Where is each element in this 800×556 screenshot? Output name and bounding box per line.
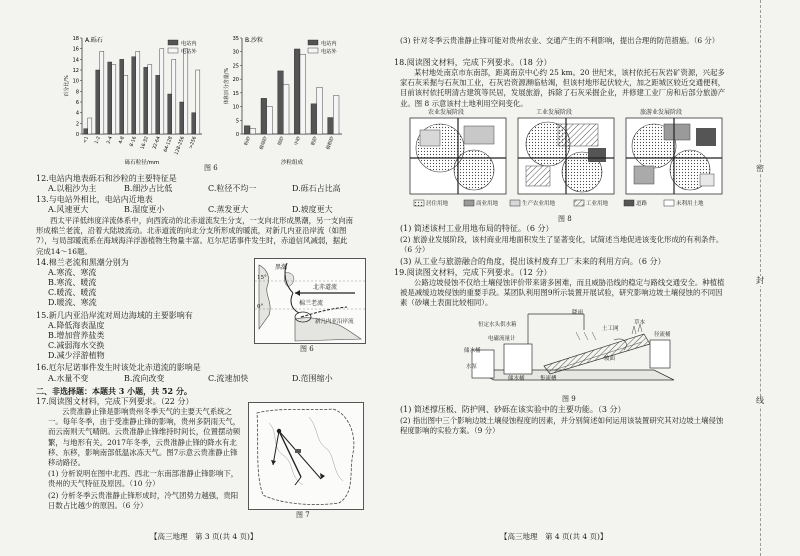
q17-part-2: (2) 分析冬季云贵准静止锋形成时，冷气团势力越强，贵阳日数占比越少的原因。（6 分）	[48, 491, 239, 511]
chart1-legend-label: 电站内	[321, 41, 337, 47]
fig8-panel-3-label: 旅游业发展阶段	[640, 109, 683, 116]
chart1-title: B.沙粒	[245, 37, 264, 44]
chart0-ytick-label: 2	[75, 121, 79, 128]
chart1-bar-电站内-粗砂	[311, 104, 317, 134]
q13-option-b[interactable]: B.湿度更小	[124, 205, 165, 214]
chart0-category-label: 1-2	[94, 135, 102, 145]
q19-heading: 19.阅读图文材料，完成下列要求。（12 分）	[394, 268, 552, 277]
chart0-legend-label: 电站外	[181, 49, 197, 55]
chart1-ytick-label: 10	[232, 104, 239, 111]
right-footer: 【高三地理 第 4 页(共 4 页)】	[500, 532, 608, 541]
chart0-bar-电站外-<1	[88, 118, 92, 134]
chart1-bar-电站内-极细砂	[261, 98, 267, 134]
fig9-label-pump: 水泵	[466, 364, 478, 370]
passage-14-16: 西太平洋低纬度洋流体系中，向西流动的北赤道流发生分支，一支向北形成黑潮，另一支向南形成棉兰老流，沿着大陆坡流动。北赤道流的向北分支所形成的暖流，对新几内亚沿岸流（如图7），与局部暖流系在海域海洋浮游植物生物量丰富。厄尔尼诺事件发生时，赤道信风减弱，据此完成14～16题。	[36, 216, 354, 256]
chart1-bar-电站外-极细砂	[267, 107, 273, 134]
chart0-ytick-label: 6	[75, 100, 79, 106]
q12-option-c[interactable]: C.粒径不均一	[208, 184, 257, 193]
chart1-category-label: 粗砂	[311, 135, 319, 147]
chart0-bar-电站外-32-64	[160, 49, 164, 134]
q17-text: 云贵准静止锋是影响贵州冬季天气的主要天气系统之一。每年冬季，由于受准静止锋的影响，贵州多阴雨天气，而云南则天气晴朗。云贵准静止锋维持时间长，位置摆动频繁，与地形有关。2017年冬季，云贵准静止锋的降水有北移、东移，影响南部低温冰冻天气。图7示意云贵准静止锋移动路径。	[48, 407, 241, 468]
q18-part-1: (1) 简述该村工业用地布局的特征。（6 分）	[400, 224, 554, 233]
chart0-category-label: 2-4	[106, 135, 114, 145]
chart1-bar-电站外-极粗砂	[333, 96, 339, 134]
q12-option-a[interactable]: A.以粗沙为主	[48, 184, 97, 193]
q18-heading: 18.阅读图文材料，完成下列要求。（18 分）	[394, 58, 552, 67]
chart0-ylabel: 百分比/%	[64, 75, 70, 97]
q17-part-3: (3) 针对冬季云贵准静止锋可能对贵州农业、交通产生的不利影响，提出合理的防范措施。（6 分）	[400, 36, 720, 45]
chart0-category-label: 4-8	[118, 135, 126, 145]
chart0-category-label: 8-16	[129, 135, 138, 148]
map-label-neq: 北赤道流	[313, 284, 338, 291]
land-use-figure	[408, 108, 726, 212]
fig8-panel-2-label: 工业发展阶段	[536, 109, 573, 116]
chart0-ytick-label: 0	[75, 132, 79, 138]
chart0-bar-电站外-8-16	[136, 51, 140, 134]
q15-stem: 15.新几内亚沿岸流对周边海域的主要影响有	[36, 311, 193, 320]
map-label-ngcc: 新几内亚沿岸流	[315, 319, 354, 325]
fig8-panel-1-label: 农业发展阶段	[428, 109, 465, 116]
map-label-mindanao: 棉兰老流	[299, 300, 324, 307]
map-lat-0: 0°	[257, 304, 264, 310]
q14-option-c[interactable]: C.暖流、暖流	[48, 288, 97, 297]
front-movement-map	[248, 402, 364, 510]
chart0-category-label: 16-32	[140, 135, 150, 151]
chart0-bar-电站内-16-32	[144, 67, 148, 134]
chart0-legend-swatch	[168, 40, 178, 45]
chart1-bar-电站外-粗砂	[317, 87, 323, 134]
q12-option-d[interactable]: D.砾石占比高	[292, 184, 341, 193]
q16-option-d[interactable]: D.范围缩小	[292, 374, 333, 383]
chart0-ytick-label: 14	[72, 57, 79, 64]
q12-stem: 12.电站内地表砾石和沙粒的主要特征是	[36, 174, 177, 183]
map-label-kuroshio: 黑潮	[275, 264, 288, 271]
chart1-bar-电站内-细砂	[278, 71, 284, 134]
chart0-bar-电站内-4-8	[120, 59, 124, 134]
chart0-bar-电站外-4-8	[124, 75, 128, 134]
chart0-legend-label: 电站内	[181, 41, 197, 47]
q15-option-d[interactable]: D.减少浮游植物	[48, 351, 105, 360]
seal-mark-2: 封	[756, 276, 764, 285]
q15-option-c[interactable]: C.减弱海水交换	[48, 341, 105, 350]
chart0-ytick-label: 18	[72, 36, 79, 42]
chart1-bar-电站外-细砂	[283, 85, 289, 134]
chart1-ytick-label: 20	[232, 77, 239, 84]
fig8-legend-commercial: 商业用地	[476, 201, 499, 207]
fig6-caption: 图 6	[204, 164, 218, 172]
fig9-label-rain: 降雨	[572, 310, 584, 316]
chart1-xlabel: 沙粒组成	[280, 160, 304, 166]
chart0-ytick-label: 16	[72, 46, 79, 53]
fig8-legend-unused: 未利用土地	[676, 201, 704, 207]
q13-option-d[interactable]: D.坡度更大	[292, 205, 333, 214]
chart1-bar-电站内-中砂	[294, 49, 300, 134]
fig9-label-ctrl2: 电磁流量计	[488, 336, 516, 342]
chart1-category-label: 粉砂	[244, 135, 253, 147]
fig9-label-runoff: 径流桶	[654, 332, 671, 338]
q14-option-a[interactable]: A.寒流、寒流	[48, 268, 97, 277]
q17-heading: 17.阅读图文材料，完成下列要求。（22 分）	[36, 397, 194, 406]
chart0-legend-swatch	[168, 48, 178, 53]
chart0-ytick-label: 10	[72, 78, 79, 85]
chart0-ytick-label: 4	[75, 110, 79, 117]
chart0-bar-电站外-128-256	[184, 49, 188, 134]
fig8-caption: 图 8	[558, 215, 572, 223]
fig7-caption: 图 6	[300, 345, 314, 353]
erosion-apparatus-figure	[464, 310, 684, 392]
fig9-label-tank: 储水桶	[464, 348, 481, 354]
left-footer: 【高三地理 第 3 页(共 4 页)】	[150, 532, 258, 541]
chart0-ytick-label: 12	[72, 68, 79, 74]
chart0-bar-电站内-32-64	[156, 75, 160, 134]
q15-option-a[interactable]: A.降低海表温度	[48, 321, 105, 330]
q19-part-1: (1) 简述撑压板、防护网、砂砾在该实验中的主要功能。（3 分）	[400, 405, 626, 414]
fig9-label-grass: 草本	[634, 320, 646, 326]
chart0-ytick-label: 8	[75, 89, 79, 96]
q19-part-2: (2) 指出图中三个影响边坡土壤侵蚀程度的因素，并分别简述如何运用该装置研究其对边坡土壤侵蚀程度影响的实验方案。（9 分）	[400, 416, 724, 436]
fig8-legend-road: 道路	[636, 201, 648, 207]
chart0-bar-电站外->256	[196, 70, 200, 134]
chart1-ylabel: 体积百分含量/%	[224, 67, 230, 105]
chart1-ytick-label: 30	[232, 49, 239, 56]
q15-option-b[interactable]: B.增加营养盐类	[48, 331, 105, 340]
q13-stem: 13.与电站外相比，电站内近地表	[36, 195, 153, 204]
chart0-bar-电站内-1-2	[96, 70, 100, 134]
q16-stem: 16.厄尔尼诺事件发生时该处北赤道流的影响是	[36, 363, 201, 372]
chart1-legend-swatch	[308, 40, 318, 45]
chart0-category-label: <1	[82, 135, 90, 145]
chart0-bar-电站外-1-2	[100, 51, 104, 134]
chart1-ytick-label: 25	[232, 63, 239, 70]
chart1-category-label: 中砂	[294, 135, 303, 147]
map-lat-15: 15°	[257, 275, 267, 281]
fig9-label-shield: 土工网	[602, 326, 619, 332]
q18-part-2: (2) 旅游业发展阶段，该村商业用地面积发生了显著变化，试简述当地促进该变化形成的有利条件。（6 分）	[400, 235, 724, 255]
seal-mark-1: 密	[756, 164, 764, 173]
q19-text: 公路边坡侵蚀不仅给土壤侵蚀评价带来诸多困难，而且威胁沿线的稳定与路线交通安全。种植植被是减缓边坡侵蚀的重要手段。某团队利用图9所示装置开展试验，研究影响边坡土壤侵蚀的不同因素（砂壤土表面比较相同）。	[400, 278, 725, 308]
fig9-caption: 图 9	[562, 395, 576, 403]
q13-option-c[interactable]: C.蒸发更大	[208, 205, 249, 214]
fig9-label-pool: 集流槽	[540, 376, 557, 382]
chart0-bar-电站外-16-32	[148, 65, 152, 134]
chart0-category-label: >256	[188, 135, 198, 150]
q14-option-d[interactable]: D.暖流、寒流	[48, 298, 97, 307]
fig8-legend-agri: 生产农业用地	[522, 201, 556, 207]
section-2-heading: 二、非选择题：本题共 3 小题，共 52 分。	[36, 386, 192, 396]
fig8-legend-industrial: 工业用地	[586, 201, 609, 207]
chart0-category-label: 128-256	[174, 135, 186, 156]
chart1-ytick-label: 5	[235, 118, 239, 125]
chart1-category-label: 极粗砂	[326, 135, 336, 151]
chart0-bar-电站内-<1	[84, 129, 88, 134]
fig8-legend-residential: 居住用地	[426, 201, 449, 207]
q12-option-b[interactable]: B.细沙占比低	[124, 184, 173, 193]
chart0-bar-电站内-128-256	[180, 102, 184, 134]
chart0-bar-电站外-2-4	[112, 65, 116, 134]
chart1-ytick-label: 0	[235, 132, 239, 138]
chart0-bar-电站内->256	[192, 113, 196, 134]
chart1-bar-电站外-中砂	[300, 54, 306, 134]
chart0-title: A.砾石	[85, 37, 103, 44]
chart1-bar-电站外-粉砂	[250, 129, 256, 134]
fig9-label-slope: 坡面	[604, 356, 616, 362]
q16-option-c[interactable]: C.流速加快	[208, 374, 249, 383]
chart0-bar-电站内-8-16	[132, 57, 136, 134]
q14-option-b[interactable]: B.寒流、暖流	[48, 278, 97, 287]
chart0-category-label: 64-128	[163, 135, 174, 153]
chart1-ytick-label: 15	[232, 90, 239, 97]
seal-mark-3: 线	[756, 396, 764, 405]
chart0-bar-电站内-2-4	[108, 62, 112, 134]
fig7b-caption: 图 7	[296, 511, 310, 519]
chart1-bar-电站内-粉砂	[244, 126, 250, 134]
chart1-category-label: 极细砂	[259, 135, 269, 151]
q17-part-1: (1) 分析说明在图中北西、西北一东南部准静止锋影响下，贵州的天气特征及原因。（10 分）	[48, 469, 239, 489]
chart1-bar-电站内-极粗砂	[328, 118, 334, 134]
chart0-xlabel: 砾石粒径/mm	[124, 160, 160, 166]
q18-part-3: (3) 从工业与旅游融合的角度，提出该村废弃工厂未来的利用方向。（6 分）	[400, 257, 666, 266]
q16-option-b[interactable]: B.流向改变	[124, 374, 165, 383]
chart0-category-label: 32-64	[152, 135, 162, 151]
chart1-legend-label: 电站外	[321, 49, 337, 55]
chart1-category-label: 细砂	[277, 135, 286, 147]
chart0-bar-电站内-64-128	[168, 94, 172, 134]
fig9-label-controller: 恒定水头供水箱	[478, 322, 517, 328]
chart1-legend-swatch	[308, 48, 318, 53]
q18-text: 某村地处南京市东南部，距离南京中心约 25 km。20 世纪末，该村依托石灰岩矿资源，兴起多家石灰采掘与石灰加工业，石灰岩资源濒临枯竭，但该村地形起伏较大，加之距城区较近交通便利，目前该村依托明清古建筑等民居，发展旅游，拆除了石灰采掘企业，并修建工业厂房和后部分旅游产业。图 8 示意该村土地利用空间变化。	[400, 68, 726, 108]
figure-6-charts	[58, 30, 358, 170]
q16-option-a[interactable]: A.水量不变	[48, 374, 89, 383]
chart1-ytick-label: 35	[232, 36, 239, 42]
q14-stem: 14.棉兰老流和黑潮分别为	[36, 258, 129, 267]
q13-option-a[interactable]: A.风速更大	[48, 205, 89, 214]
fig9-label-water: 储水桶	[508, 376, 525, 382]
ocean-current-map	[254, 258, 366, 344]
chart0-bar-电站外-64-128	[172, 59, 176, 134]
